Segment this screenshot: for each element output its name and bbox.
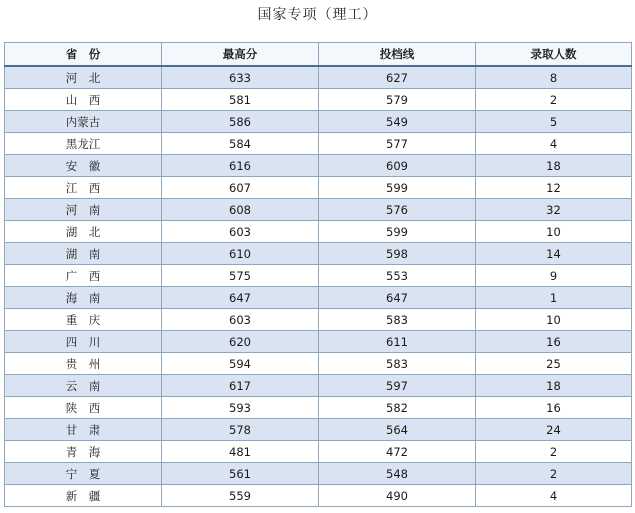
table-row <box>5 89 632 111</box>
cell-max-score: 581 <box>162 89 319 111</box>
cell-max-score: 584 <box>162 133 319 155</box>
table-row <box>5 441 632 463</box>
cell-province: 河 北 <box>5 66 162 89</box>
cell-province: 四 川 <box>5 331 162 353</box>
table-row <box>5 243 632 265</box>
table-row <box>5 177 632 199</box>
table-row <box>5 397 632 419</box>
cell-max-score: 608 <box>162 199 319 221</box>
cell-admitted-count: 12 <box>476 177 632 199</box>
cell-max-score: 559 <box>162 485 319 507</box>
table-row <box>5 265 632 287</box>
cell-cutoff-score: 576 <box>319 199 476 221</box>
table-row <box>5 331 632 353</box>
cell-admitted-count: 2 <box>476 463 632 485</box>
cell-max-score: 616 <box>162 155 319 177</box>
table-row <box>5 66 632 89</box>
cell-province: 湖 南 <box>5 243 162 265</box>
cell-admitted-count: 1 <box>476 287 632 309</box>
cell-cutoff-score: 548 <box>319 463 476 485</box>
cell-cutoff-score: 647 <box>319 287 476 309</box>
cell-admitted-count: 4 <box>476 133 632 155</box>
cell-admitted-count: 18 <box>476 155 632 177</box>
cell-province: 黑龙江 <box>5 133 162 155</box>
cell-max-score: 610 <box>162 243 319 265</box>
cell-admitted-count: 18 <box>476 375 632 397</box>
cell-admitted-count: 14 <box>476 243 632 265</box>
table-row <box>5 485 632 507</box>
cell-admitted-count: 16 <box>476 397 632 419</box>
cell-cutoff-score: 599 <box>319 177 476 199</box>
cell-max-score: 481 <box>162 441 319 463</box>
cell-max-score: 561 <box>162 463 319 485</box>
cell-cutoff-score: 564 <box>319 419 476 441</box>
cell-admitted-count: 25 <box>476 353 632 375</box>
cell-max-score: 607 <box>162 177 319 199</box>
admission-score-table <box>4 42 632 507</box>
cell-province: 陕 西 <box>5 397 162 419</box>
cell-admitted-count: 2 <box>476 89 632 111</box>
table-row <box>5 463 632 485</box>
cell-max-score: 647 <box>162 287 319 309</box>
table-row <box>5 221 632 243</box>
table-row <box>5 199 632 221</box>
cell-admitted-count: 4 <box>476 485 632 507</box>
header-admitted-count: 录取人数 <box>476 43 632 67</box>
cell-max-score: 575 <box>162 265 319 287</box>
cell-admitted-count: 24 <box>476 419 632 441</box>
table-row <box>5 419 632 441</box>
cell-cutoff-score: 583 <box>319 309 476 331</box>
cell-admitted-count: 9 <box>476 265 632 287</box>
cell-province: 广 西 <box>5 265 162 287</box>
header-max-score: 最高分 <box>162 43 319 67</box>
table-row <box>5 111 632 133</box>
cell-max-score: 586 <box>162 111 319 133</box>
header-province: 省 份 <box>5 43 162 67</box>
cell-province: 云 南 <box>5 375 162 397</box>
cell-max-score: 603 <box>162 221 319 243</box>
cell-max-score: 594 <box>162 353 319 375</box>
cell-province: 安 徽 <box>5 155 162 177</box>
cell-cutoff-score: 597 <box>319 375 476 397</box>
cell-cutoff-score: 582 <box>319 397 476 419</box>
cell-province: 江 西 <box>5 177 162 199</box>
cell-max-score: 620 <box>162 331 319 353</box>
cell-cutoff-score: 598 <box>319 243 476 265</box>
cell-cutoff-score: 577 <box>319 133 476 155</box>
cell-cutoff-score: 583 <box>319 353 476 375</box>
cell-cutoff-score: 611 <box>319 331 476 353</box>
cell-max-score: 593 <box>162 397 319 419</box>
table-row <box>5 309 632 331</box>
table-row <box>5 287 632 309</box>
cell-province: 甘 肃 <box>5 419 162 441</box>
cell-cutoff-score: 490 <box>319 485 476 507</box>
table-row <box>5 133 632 155</box>
cell-cutoff-score: 553 <box>319 265 476 287</box>
cell-cutoff-score: 549 <box>319 111 476 133</box>
cell-max-score: 633 <box>162 66 319 89</box>
header-cutoff-score: 投档线 <box>319 43 476 67</box>
table-header-row <box>5 43 632 67</box>
cell-province: 贵 州 <box>5 353 162 375</box>
cell-cutoff-score: 472 <box>319 441 476 463</box>
cell-cutoff-score: 579 <box>319 89 476 111</box>
cell-cutoff-score: 599 <box>319 221 476 243</box>
table-row <box>5 375 632 397</box>
cell-max-score: 578 <box>162 419 319 441</box>
cell-max-score: 603 <box>162 309 319 331</box>
cell-province: 宁 夏 <box>5 463 162 485</box>
cell-province: 新 疆 <box>5 485 162 507</box>
table-row <box>5 155 632 177</box>
page-title: 国家专项（理工） <box>257 7 378 23</box>
cell-admitted-count: 10 <box>476 221 632 243</box>
cell-cutoff-score: 609 <box>319 155 476 177</box>
cell-province: 青 海 <box>5 441 162 463</box>
cell-max-score: 617 <box>162 375 319 397</box>
cell-admitted-count: 5 <box>476 111 632 133</box>
cell-province: 内蒙古 <box>5 111 162 133</box>
table-row <box>5 353 632 375</box>
cell-province: 山 西 <box>5 89 162 111</box>
cell-admitted-count: 2 <box>476 441 632 463</box>
cell-admitted-count: 10 <box>476 309 632 331</box>
cell-admitted-count: 8 <box>476 66 632 89</box>
cell-province: 湖 北 <box>5 221 162 243</box>
cell-province: 河 南 <box>5 199 162 221</box>
cell-province: 海 南 <box>5 287 162 309</box>
cell-cutoff-score: 627 <box>319 66 476 89</box>
cell-admitted-count: 16 <box>476 331 632 353</box>
cell-admitted-count: 32 <box>476 199 632 221</box>
cell-province: 重 庆 <box>5 309 162 331</box>
